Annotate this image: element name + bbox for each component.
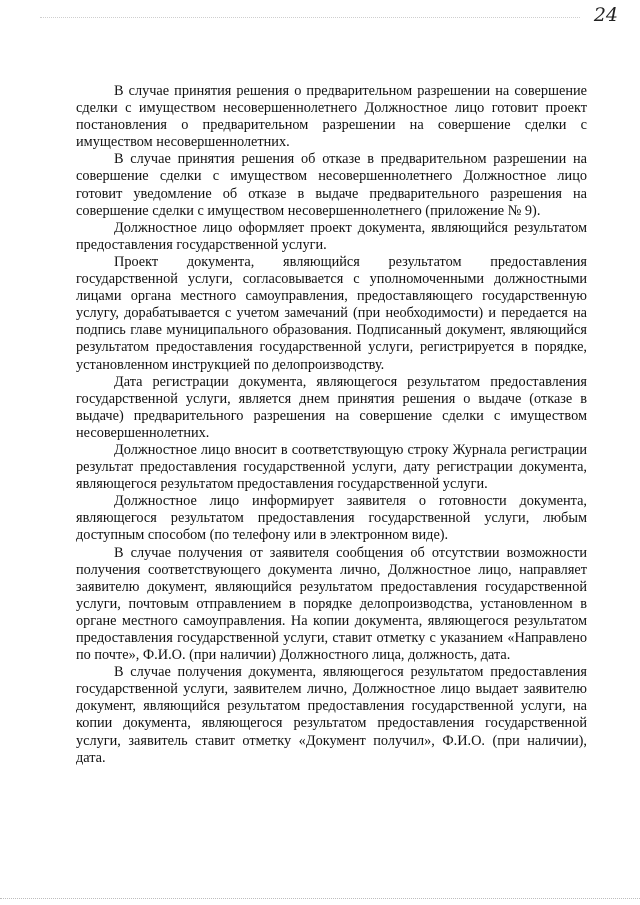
- paragraph: В случае принятия решения о предварительном разрешении на совершение сделки с имуществом несовершеннолетнего Должностное лицо готовит проект постановления о предварительном разрешении на совершение сделки с имуществом несовершеннолетних.: [76, 83, 587, 151]
- paragraph: Должностное лицо информирует заявителя о готовности документа, являющегося результатом предоставления государственной услуги, любым доступным способом (по телефону или в электронном виде).: [76, 493, 587, 544]
- paragraph: Дата регистрации документа, являющегося результатом предоставления государственной услуги, является днем принятия решения о выдаче (отказе в выдаче) предварительного разрешения на совершение сделки с имуществом несовершеннолетних.: [76, 373, 587, 441]
- paragraph: В случае получения от заявителя сообщения об отсутствии возможности получения соответствующего документа лично, Должностное лицо, направляет заявителю документ, являющийся результатом предоставления государственной услуги, почтовым отправлением в порядке делопроизводства, установленном в органе местного самоуправления. На копии документа, являющегося результатом предоставления государственной услуги, ставит отметку с указанием «Направлено по почте», Ф.И.О. (при наличии) Должностного лица, должность, дата.: [76, 544, 587, 664]
- page-number: 24: [593, 4, 618, 26]
- scan-artifact-bottom: [0, 898, 640, 899]
- scan-artifact-top: [40, 17, 580, 18]
- paragraph: В случае принятия решения об отказе в предварительном разрешении на совершение сделки с имуществом несовершеннолетнего Должностное лицо готовит уведомление об отказе в выдаче предварительного разрешения на совершение сделки с имуществом несовершеннолетнего (приложение № 9).: [76, 151, 587, 219]
- paragraph: Должностное лицо вносит в соответствующую строку Журнала регистрации результат предоставления государственной услуги, дату регистрации документа, являющегося результатом предоставления государственной услуги.: [76, 441, 587, 493]
- paragraph: Должностное лицо оформляет проект документа, являющийся результатом предоставления государственной услуги.: [76, 219, 587, 253]
- paragraph: Проект документа, являющийся результатом предоставления государственной услуги, согласовывается с уполномоченными должностными лицами органа местного самоуправления, предоставляющего государственную услугу, дорабатывается с учетом замечаний (при необходимости) и передается на подпись главе муниципального образования. Подписанный документ, являющийся результатом предоставления государственной услуги, регистрируется в порядке, установленном инструкцией по делопроизводству.: [76, 253, 587, 373]
- paragraph: В случае получения документа, являющегося результатом предоставления государственной услуги, заявителем лично, Должностное лицо выдает заявителю документ, являющийся результатом предоставления государственной услуги, на копии документа, являющегося результатом предоставления государственной услуги, заявитель ставит отметку «Документ получил», Ф.И.О. (при наличии), дата.: [76, 664, 587, 766]
- document-body: [76, 83, 587, 767]
